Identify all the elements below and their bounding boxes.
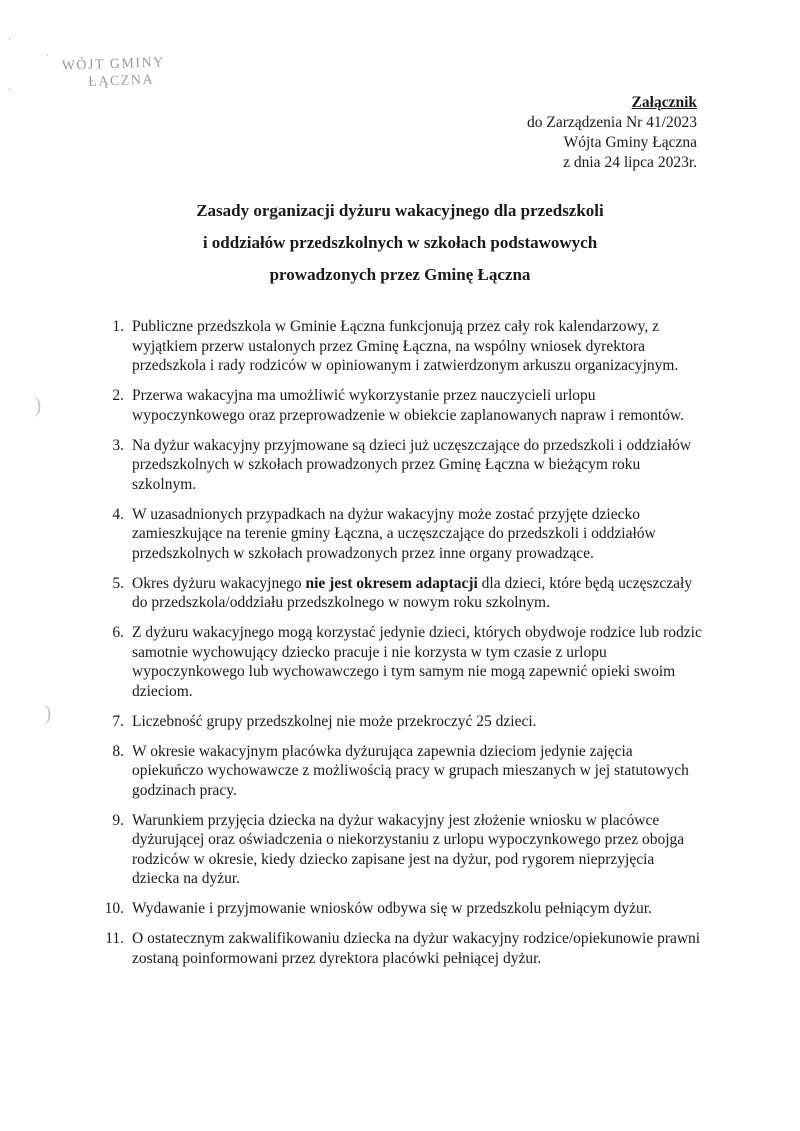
title-line-1: Zasady organizacji dyżuru wakacyjnego dla przedszkoli [196, 201, 604, 220]
punch-hole-mark: ) [44, 700, 52, 725]
document-title [0, 195, 800, 291]
item-number: 11. [105, 930, 124, 947]
scan-speck: · [8, 84, 11, 94]
list-item [104, 505, 704, 564]
office-stamp [61, 54, 165, 92]
item-text: Z dyżuru wakacyjnego mogą korzystać jedynie dzieci, których obydwoje rodzice lub rodzic samotnie wychowujący dziecko pracuje i nie korzysta w tym czasie z urlopu wypoczynkowego lub wychowawczego i tym samym nie mogą zapewnić opieki swoim dzieciom. [132, 624, 702, 700]
item-text: W okresie wakacyjnym placówka dyżurująca zapewnia dzieciom jedynie zajęcia opiekuńczo wychowawcze z możliwością pracy w grupach mieszanych w jej statutowych godzinach pracy. [132, 742, 689, 799]
item-text: W uzasadnionych przypadkach na dyżur wakacyjny może zostać przyjęte dziecko zamieszkujące na terenie gminy Łączna, a uczęszczające do przedszkoli i oddziałów przedszkolnych w szkołach prowadzonych przez inne organy prowadzące. [132, 505, 656, 562]
stamp-line-2: ŁĄCZNA [88, 72, 155, 90]
item-text: O ostatecznym zakwalifikowaniu dziecka na dyżur wakacyjny rodzice/opiekunowie prawni zostaną poinformowani przez dyrektora placówki pełniącej dyżur. [132, 930, 701, 967]
item-number: 6. [112, 624, 124, 641]
item-number: 7. [112, 712, 124, 730]
list-item [104, 317, 704, 376]
scan-speck: · [46, 50, 49, 60]
item-text-before: Okres dyżuru wakacyjnego [132, 574, 306, 592]
item-number: 2. [112, 387, 124, 404]
list-item [104, 574, 704, 613]
item-text: Wydawanie i przyjmowanie wniosków odbywa się w przedszkolu pełniącym dyżur. [132, 900, 652, 917]
list-item [104, 623, 704, 701]
item-number: 1. [112, 318, 124, 335]
list-item [104, 742, 704, 801]
item-number: 5. [112, 574, 124, 592]
item-text: Publiczne przedszkola w Gminie Łączna funkcjonują przez cały rok kalendarzowy, z wyjątkiem przerw ustalonych przez Gminę Łączna, na wspólny wniosek dyrektora przedszkola i rady rodziców w opiniowanym i zatwierdzonym arkuszu organizacyjnym. [132, 318, 679, 374]
title-line-2: i oddziałów przedszkolnych w szkołach podstawowych [202, 233, 598, 252]
item-number: 3. [112, 436, 124, 454]
scan-speck: · [8, 34, 11, 44]
punch-hole-mark: ) [34, 392, 42, 417]
title-line-3: prowadzonych przez Gminę Łączna [269, 265, 531, 284]
rules-list [104, 317, 704, 979]
attachment-label: Załącznik [631, 94, 697, 111]
attachment-header [527, 93, 697, 173]
item-text [132, 575, 692, 612]
emphasized-text: nie jest okresem adaptacji [305, 574, 478, 592]
list-item [104, 929, 704, 968]
item-number: 4. [112, 505, 124, 523]
list-item [104, 712, 704, 732]
item-text: Przerwa wakacyjna ma umożliwić wykorzystanie przez nauczycieli urlopu wypoczynkowego oraz przeprowadzenie w obiekcie zaplanowanych napraw i remontów. [132, 387, 685, 424]
item-number: 10. [104, 900, 124, 917]
issue-date: z dnia 24 lipca 2023r. [563, 154, 697, 171]
item-text: Liczebność grupy przedszkolnej nie może przekroczyć 25 dzieci. [132, 712, 537, 730]
list-item [104, 899, 704, 919]
item-number: 8. [112, 742, 124, 760]
issuer: Wójta Gminy Łączna [563, 134, 697, 151]
item-text: Na dyżur wakacyjny przyjmowane są dzieci już uczęszczające do przedszkoli i oddziałów przedszkolnych w szkołach prowadzonych przez Gminę Łączna w bieżącym roku szkolnym. [132, 436, 692, 493]
ordinance-reference: do Zarządzenia Nr 41/2023 [526, 114, 697, 131]
item-text-after: dla dzieci, które będą uczęszczały do przedszkola/oddziału przedszkolnego w nowym roku szkolnym. [132, 574, 693, 611]
item-text: Warunkiem przyjęcia dziecka na dyżur wakacyjny jest złożenie wniosku w placówce dyżurującej oraz oświadczenia o niekorzystaniu z urlopu wypoczynkowego przez obojga rodziców w okresie, kiedy dziecko zapisane jest na dyżur, pod rygorem nieprzyjęcia dziecka na dyżur. [132, 811, 685, 887]
list-item [104, 386, 704, 425]
item-number: 9. [112, 811, 124, 829]
list-item [104, 436, 704, 495]
stamp-line-1: WÓJT GMINY [61, 55, 165, 74]
list-item [104, 811, 704, 889]
